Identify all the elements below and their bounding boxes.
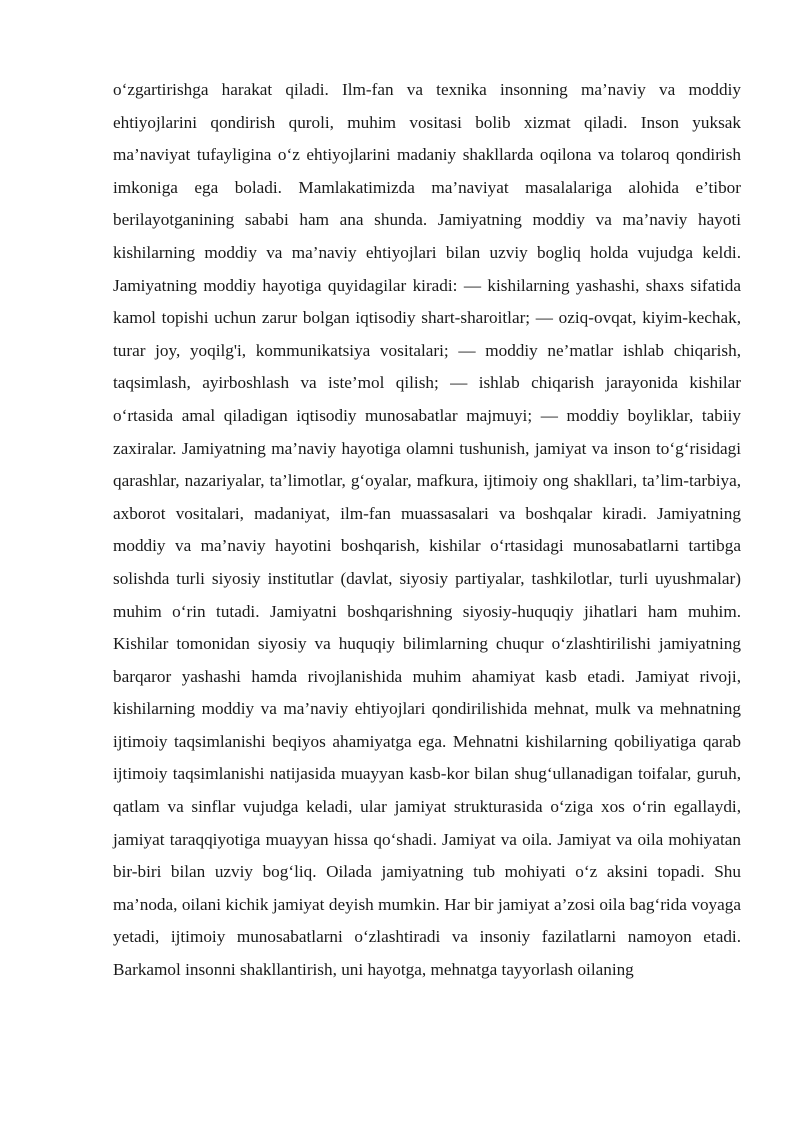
- body-paragraph: o‘zgartirishga harakat qiladi. Ilm-fan va texnika insonning ma’naviy va moddiy ehtiyojlarini qondirish quroli, muhim vositasi bolib xizmat qiladi. Inson yuksak ma’naviyat tufayligina o‘z ehtiyojlarini madaniy shakllarda oqilona va tolaroq qondirish imkoniga ega boladi. Mamlakatimizda ma’naviyat masalalariga alohida e’tibor berilayotganining sababi ham ana shunda. Jamiyatning moddiy va ma’naviy hayoti kishilarning moddiy va ma’naviy ehtiyojlari bilan uzviy bogliq holda vujudga keldi. Jamiyatning moddiy hayotiga quyidagilar kiradi: — kishilarning yashashi, shaxs sifatida kamol topishi uchun zarur bolgan iqtisodiy shart-sharoitlar; — oziq-ovqat, kiyim-kechak, turar joy, yoqilg'i, kommunikatsiya vositalari; — moddiy ne’matlar ishlab chiqarish, taqsimlash, ayirboshlash va iste’mol qilish; — ishlab chiqarish jarayonida kishilar o‘rtasida amal qiladigan iqtisodiy munosabatlar majmuyi; — moddiy boyliklar, tabiiy zaxiralar. Jamiyatning ma’naviy hayotiga olamni tushunish, jamiyat va inson to‘g‘risidagi qarashlar, nazariyalar, ta’limotlar, g‘oyalar, mafkura, ijtimoiy ong shakllari, ta’lim-tarbiya, axborot vositalari, madaniyat, ilm-fan muassasalari va boshqalar kiradi. Jamiyatning moddiy va ma’naviy hayotini boshqarish, kishilar o‘rtasidagi munosabatlarni tartibga solishda turli siyosiy institutlar (davlat, siyosiy partiyalar, tashkilotlar, turli uyushmalar) muhim o‘rin tutadi. Jamiyatni boshqarishning siyosiy-huquqiy jihatlari ham muhim. Kishilar tomonidan siyosiy va huquqiy bilimlarning chuqur o‘zlashtirilishi jamiyatning barqaror yashashi hamda rivojlanishida muhim ahamiyat kasb etadi. Jamiyat rivoji, kishilarning moddiy va ma’naviy ehtiyojlari qondirilishida mehnat, mulk va mehnatning ijtimoiy taqsimlanishi beqiyos ahamiyatga ega. Mehnatni kishilarning qobiliyatiga qarab ijtimoiy taqsimlanishi natijasida muayyan kasb-kor bilan shug‘ullanadigan toifalar, guruh, qatlam va sinflar vujudga keladi, ular jamiyat strukturasida o‘ziga xos o‘rin egallaydi, jamiyat taraqqiyotiga muayyan hissa qo‘shadi. Jamiyat va oila. Jamiyat va oila mohiyatan bir-biri bilan uzviy bog‘liq. Oilada jamiyatning tub mohiyati o‘z aksini topadi. Shu ma’noda, oilani kichik jamiyat deyish mumkin. Har bir jamiyat a’zosi oila bag‘rida voyaga yetadi, ijtimoiy munosabatlarni o‘zlashtiradi va insoniy fazilatlarni namoyon etadi. Barkamol insonni shakllantirish, uni hayotga, mehnatga tayyorlash oilaning: [113, 80, 741, 980]
